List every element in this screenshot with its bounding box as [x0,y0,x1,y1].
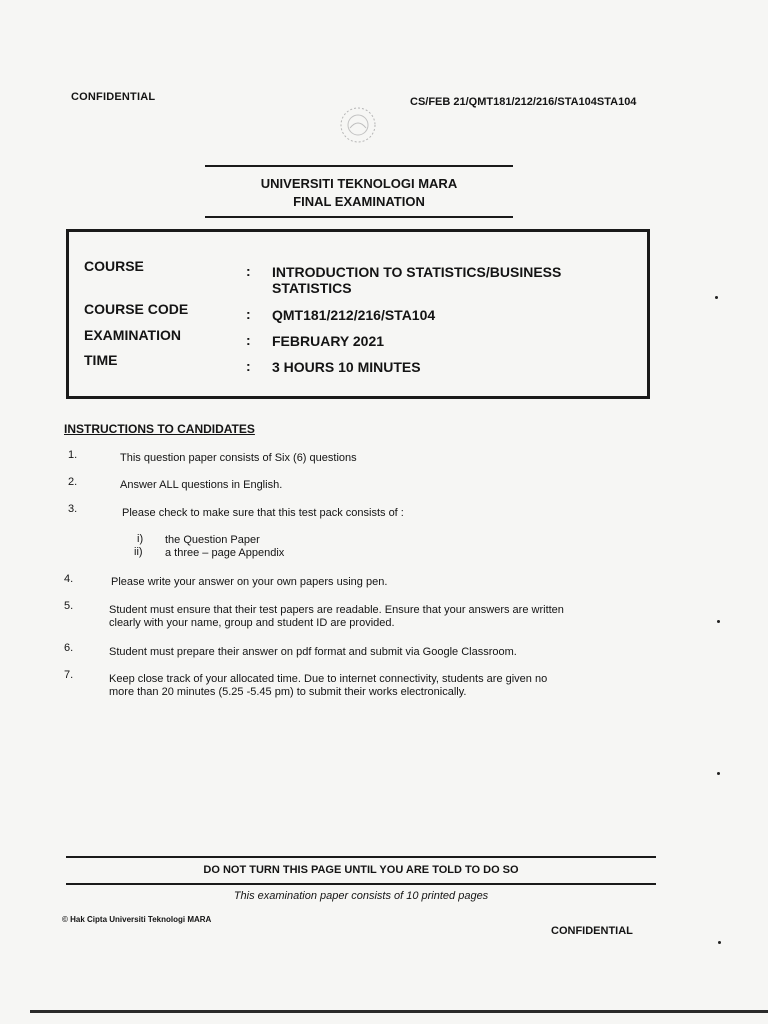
instruction-text-line: more than 20 minutes (5.25 -5.45 pm) to submit their works electronically. [109,686,467,698]
exam-title-block [205,175,513,211]
course-value-line1: INTRODUCTION TO STATISTICS/BUSINESS [272,264,562,280]
scan-speck [718,941,721,944]
examination-colon: : [246,332,251,348]
paper-code: CS/FEB 21/QMT181/212/216/STA104STA104 [410,96,637,108]
instruction-number: 6. [64,642,74,654]
university-seal-icon [333,100,383,150]
course-value [272,264,561,296]
instruction-number: 2. [68,476,78,488]
instruction-number: 7. [64,669,74,681]
course-code-colon: : [246,306,251,322]
time-value: 3 HOURS 10 MINUTES [272,359,421,375]
instruction-text [109,604,564,630]
instruction-text: Please write your answer on your own papers using pen. [111,576,388,588]
instruction-text-line: clearly with your name, group and student ID are provided. [109,617,395,629]
instructions-heading: INSTRUCTIONS TO CANDIDATES [64,422,255,436]
instruction-text [109,673,547,699]
scan-speck [715,296,718,299]
instruction-text-line: Keep close track of your allocated time. Due to internet connectivity, students are given no [109,673,548,685]
subitem-number: i) [137,533,144,545]
time-colon: : [246,358,251,374]
course-colon: : [246,263,251,279]
course-code-label: COURSE CODE [84,301,189,317]
course-code-value: QMT181/212/216/STA104 [272,307,436,323]
confidential-label-bottom: CONFIDENTIAL [551,925,633,937]
examination-value: FEBRUARY 2021 [272,333,385,349]
examination-label: EXAMINATION [84,327,181,343]
footer-rule-bottom [66,883,656,885]
do-not-turn-warning: DO NOT TURN THIS PAGE UNTIL YOU ARE TOLD TO DO SO [203,864,519,876]
instruction-number: 5. [64,600,74,612]
copyright-notice: © Hak Cipta Universiti Teknologi MARA [62,915,212,924]
instruction-text: Student must prepare their answer on pdf format and submit via Google Classroom. [109,646,517,658]
exam-type: FINAL EXAMINATION [293,194,425,209]
title-rule-bottom [205,216,513,218]
subitem-text: a three – page Appendix [165,547,285,559]
scan-edge [30,1010,768,1013]
title-rule-top [205,165,513,167]
instruction-text-line: Student must ensure that their test papers are readable. Ensure that your answers are written [109,604,564,616]
instruction-number: 1. [68,449,78,461]
scan-speck [717,620,720,623]
time-label: TIME [84,352,118,368]
subitem-text: the Question Paper [165,534,260,546]
university-name: UNIVERSITI TEKNOLOGI MARA [260,176,458,191]
course-value-line2: STATISTICS [272,280,352,296]
footer-rule-top [66,856,656,858]
instruction-text: Answer ALL questions in English. [120,479,283,491]
confidential-label-top: CONFIDENTIAL [71,91,156,103]
scan-speck [717,772,720,775]
instruction-number: 3. [68,503,78,515]
instruction-text: This question paper consists of Six (6) questions [120,452,357,464]
instruction-text: Please check to make sure that this test pack consists of : [122,507,404,519]
printed-pages-note: This examination paper consists of 10 printed pages [233,890,489,902]
course-label: COURSE [84,258,144,274]
subitem-number: ii) [134,546,143,558]
instruction-number: 4. [64,573,74,585]
